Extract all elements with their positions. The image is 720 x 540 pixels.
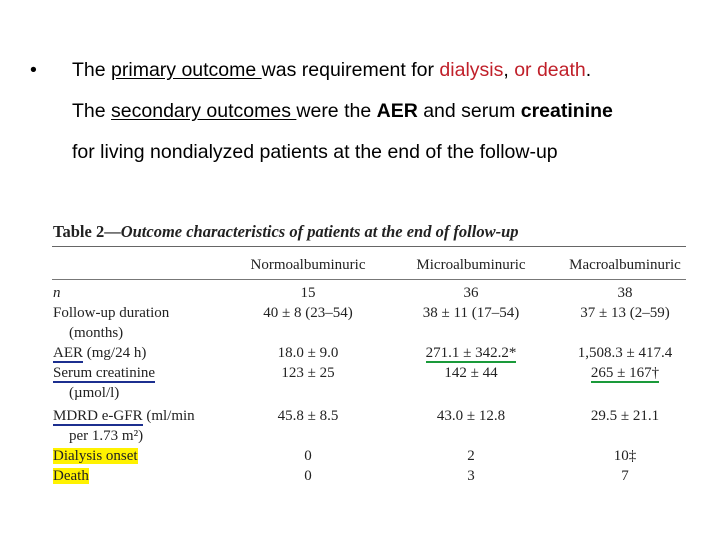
line2-pre: The (72, 100, 112, 122)
cell-n-micro: 36 (463, 285, 479, 301)
table-row-mdrd-sub (52, 426, 686, 446)
death-label-highlighted: Death (53, 468, 89, 484)
table-row-followup-sub (52, 323, 686, 343)
aer-term: AER (376, 100, 418, 122)
line1-end: . (585, 59, 592, 81)
table-title (52, 220, 686, 246)
row-label-followup: Follow-up duration (53, 305, 170, 321)
table-top-rule (52, 246, 686, 247)
table-row-death (52, 466, 686, 486)
row-label-death (53, 466, 89, 486)
cell-death-macro: 7 (621, 468, 629, 484)
row-label-n: n (53, 285, 61, 301)
table-row-followup (52, 303, 686, 323)
row-label-aer (53, 343, 146, 363)
row-sublabel-followup: (months) (69, 325, 124, 341)
cell-n-macro: 38 (617, 285, 633, 301)
line2-mid: were the (296, 100, 377, 122)
cell-dialysis-normo: 0 (304, 448, 312, 464)
outcome-table (52, 220, 686, 486)
cell-creat-macro (550, 363, 700, 383)
dialysis-label-highlighted: Dialysis onset (53, 448, 138, 464)
bullet-line-2 (30, 91, 710, 132)
cell-death-micro: 3 (467, 468, 475, 484)
creatinine-term: creatinine (520, 100, 613, 122)
cell-dialysis-macro: 10‡ (613, 448, 637, 464)
cell-dialysis-micro: 2 (467, 448, 475, 464)
row-label-dialysis (53, 446, 138, 466)
cell-aer-micro (392, 343, 550, 363)
row-sublabel-creatinine: (µmol/l) (69, 385, 120, 401)
table-label: Table 2— (53, 222, 121, 241)
table-row-aer (52, 343, 686, 363)
header-macroalbuminuric: Macroalbuminuric (569, 257, 681, 273)
header-normoalbuminuric: Normoalbuminuric (250, 257, 366, 273)
cell-aer-normo: 18.0 ± 9.0 (277, 345, 339, 361)
table-row-creatinine (52, 363, 686, 383)
cell-creat-normo: 123 ± 25 (281, 365, 335, 381)
bullet-line-3: for living nondialyzed patients at the end of the follow-up (72, 141, 558, 163)
cell-mdrd-normo: 45.8 ± 8.5 (277, 408, 339, 424)
cell-creat-micro: 142 ± 44 (444, 365, 498, 381)
bullet-text-block (30, 50, 710, 173)
dialysis-term: dialysis (439, 59, 504, 81)
table-header-rule (52, 279, 686, 280)
cell-n-normo: 15 (300, 285, 316, 301)
bullet-line-1 (30, 50, 710, 91)
creat-macro-underlined: 265 ± 167† (590, 365, 660, 381)
row-label-creatinine (53, 363, 155, 383)
mdrd-label-underlined: MDRD e-GFR (53, 408, 143, 424)
line1-sep: , (503, 59, 515, 81)
table-row-dialysis (52, 446, 686, 466)
row-sublabel-mdrd: per 1.73 m²) (69, 428, 144, 444)
secondary-outcomes-term: secondary outcomes (111, 100, 297, 122)
line1-mid: was requirement for (261, 59, 440, 81)
cell-followup-micro: 38 ± 11 (17–54) (422, 305, 520, 321)
table-caption: Outcome characteristics of patients at the end of follow-up (120, 222, 519, 241)
primary-outcome-term: primary outcome (111, 59, 262, 81)
row-label-mdrd (53, 406, 195, 426)
aer-label-underlined: AER (53, 345, 83, 361)
cell-mdrd-macro: 29.5 ± 21.1 (590, 408, 660, 424)
table-row-mdrd (52, 406, 686, 426)
header-microalbuminuric: Microalbuminuric (416, 257, 526, 273)
table-header-row (52, 251, 686, 279)
death-term: or death (514, 59, 586, 81)
cell-followup-normo: 40 ± 8 (23–54) (263, 305, 353, 321)
line2-mid2: and serum (417, 100, 521, 122)
bullet-dot-icon: • (30, 59, 37, 81)
table-row-creatinine-sub (52, 383, 686, 403)
aer-label-unit: (mg/24 h) (83, 345, 147, 361)
cell-aer-macro: 1,508.3 ± 417.4 (577, 345, 673, 361)
table-row-n (52, 283, 686, 303)
line1-pre: The (72, 59, 112, 81)
cell-mdrd-micro: 43.0 ± 12.8 (436, 408, 506, 424)
creatinine-label-underlined: Serum creatinine (53, 365, 156, 381)
cell-followup-macro: 37 ± 13 (2–59) (580, 305, 670, 321)
mdrd-label-unit: (ml/min (142, 408, 195, 424)
aer-micro-underlined: 271.1 ± 342.2* (425, 345, 517, 361)
cell-death-normo: 0 (304, 468, 312, 484)
